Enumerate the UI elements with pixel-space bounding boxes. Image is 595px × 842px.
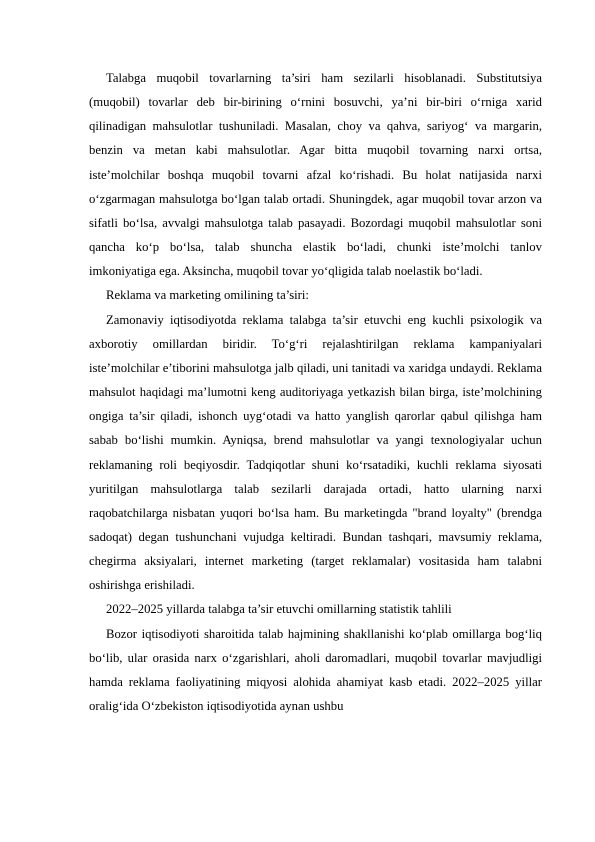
paragraph-substitute-goods: Talabga muqobil tovarlarning ta’siri ham sezilarli hisoblanadi. Substitutsiya (muqobil) tovarlar deb bir-birining o‘rnini bosuvchi, ya’ni bir-biri o‘rniga xarid qilinadigan mahsulotlar tushuniladi. Masalan, choy va qahva, sariyog‘ va margarin, benzin va metan kabi mahsulotlar. Agar bitta muqobil tovarning narxi ortsa, iste’molchilar boshqa muqobil tovarni afzal ko‘rishadi. Bu holat natijasida narxi o‘zgarmagan mahsulotga bo‘lgan talab ortadi. Shuningdek, agar muqobil tovar arzon va sifatli bo‘lsa, avvalgi mahsulotga talab pasayadi. Bozordagi muqobil mahsulotlar soni qancha ko‘p bo‘lsa, talab shuncha elastik bo‘ladi, chunki iste’molchi tanlov imkoniyatiga ega. Aksincha, muqobil tovar yo‘qligida talab noelastik bo‘ladi. (89, 71, 542, 279)
section-heading-statistics: 2022–2025 yillarda talabga ta’sir etuvchi omillarning statistik tahlili (106, 602, 452, 617)
section-heading-advertising: Reklama va marketing omilining ta’siri: (106, 288, 309, 303)
paragraph-market-economy: Bozor iqtisodiyoti sharoitida talab hajmining shakllanishi ko‘plab omillarga bog‘liq bo‘lib, ular orasida narx o‘zgarishlari, aholi daromadlari, muqobil tovarlar mavjudligi hamda reklama faoliyatining miqyosi alohida ahamiyat kasb etadi. 2022–2025 yillar oralig‘ida O‘zbekiston iqtisodiyotida aynan ushbu (89, 626, 542, 714)
paragraph-advertising: Zamonaviy iqtisodiyotda reklama talabga ta’sir etuvchi eng kuchli psixologik va axborotiy omillardan biridir. To‘g‘ri rejalashtirilgan reklama kampaniyalari iste’molchilar e’tiborini mahsulotga jalb qiladi, uni tanitadi va xaridga undaydi. Reklama mahsulot haqidagi ma’lumotni keng auditoriyaga yetkazish bilan birga, iste’molchining ongiga ta’sir qiladi, ishonch uyg‘otadi va hatto yanglish qarorlar qabul qilishga ham sabab bo‘lishi mumkin. Ayniqsa, brend mahsulotlar va yangi texnologiyalar uchun reklamaning roli beqiyosdir. Tadqiqotlar shuni ko‘rsatadiki, kuchli reklama siyosati yuritilgan mahsulotlarga talab sezilarli darajada ortadi, hatto ularning narxi raqobatchilarga nisbatan yuqori bo‘lsa ham. Bu marketingda "brand loyalty" (brendga sadoqat) degan tushunchani vujudga keltiradi. Bundan tashqari, mavsumiy reklama, chegirma aksiyalari, internet marketing (target reklamalar) vositasida ham talabni oshirishga erishiladi. (89, 312, 542, 593)
document-page (89, 66, 542, 718)
